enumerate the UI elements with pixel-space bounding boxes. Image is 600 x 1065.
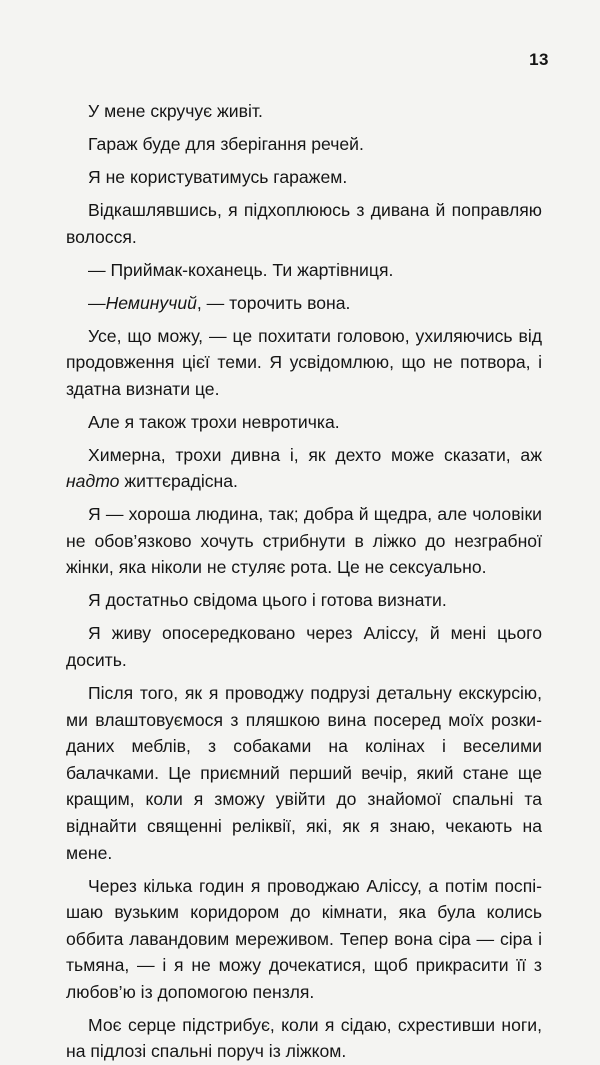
text-run: Гараж буде для зберігання речей. xyxy=(88,133,364,154)
paragraph xyxy=(66,501,542,581)
text-run: Через кілька годин я проводжаю Аліссу, а потім поспішаю вузьким коридором до кімнати, яка була колись оббита лавандовим мереживом. Тепер вона сіра — сіра і тьмяна, — і я не можу дочекатися, щоб прикрасити її з любов’ю із допомогою пензля. xyxy=(66,875,542,1002)
text-run: У мене скручує живіт. xyxy=(88,101,263,121)
text-run: Я не користуватимусь гаражем. xyxy=(88,166,348,187)
paragraph xyxy=(66,98,542,125)
text-run: Усе, що можу, — це похитати головою, ухиляючись від продовження цієї теми. Я усвідомлюю, що не потвора, і здатна визнати це. xyxy=(66,325,542,399)
body-text xyxy=(66,98,542,1065)
paragraph xyxy=(66,131,542,158)
text-run: Я — хороша людина, так; добра й щедра, але чоловіки не обов’язково хочуть стрибнути в ліжко до незграбної жінки, яка ніколи не стуляє рота. Це не сексуально. xyxy=(66,504,542,578)
text-run: Химерна, трохи дивна і, як дехто може сказати, аж xyxy=(88,444,542,465)
paragraph xyxy=(66,290,542,317)
paragraph xyxy=(66,587,542,614)
paragraph xyxy=(66,323,542,403)
text-run: Відкашлявшись, я підхоплююсь з дивана й поправляю волосся. xyxy=(66,199,542,247)
text-run: Моє серце підстрибує, коли я сідаю, схрестивши ноги, на підлозі спальні поруч із ліжком. xyxy=(66,1014,542,1062)
text-run: Я живу опосередковано через Аліссу, й мені цього досить. xyxy=(66,623,542,670)
text-run: життєрадісна. xyxy=(119,471,238,492)
paragraph xyxy=(66,164,542,191)
text-run: — Приймак-коханець. Ти жартівниця. xyxy=(88,259,394,280)
text-run: Але я також трохи невротичка. xyxy=(88,411,340,432)
paragraph xyxy=(66,442,542,495)
text-run: , — торочить вона. xyxy=(196,292,351,313)
paragraph xyxy=(66,873,542,1006)
paragraph xyxy=(66,620,542,673)
paragraph xyxy=(66,257,542,284)
italic-text: надто xyxy=(66,471,120,492)
paragraph xyxy=(66,197,542,250)
paragraph xyxy=(66,680,542,866)
text-run: — xyxy=(88,292,106,313)
paragraph xyxy=(66,409,542,436)
page-number: 13 xyxy=(529,50,549,69)
italic-text: Неминучий xyxy=(105,292,197,313)
paragraph xyxy=(66,1012,542,1065)
text-run: Я достатньо свідома цього і готова визнати. xyxy=(88,590,447,611)
text-run: Після того, як я проводжу подрузі детальну екскурсію, ми влаштовуємося з пляшкою вина посеред моїх розкиданих меблів, з собаками на колінах і веселими балачками. Це приємний перший вечір, який стане ще кращим, коли я зможу увійти до знайомої спальні та віднайти священні реліквії, які, як я знаю, чекають на мене. xyxy=(66,682,542,863)
